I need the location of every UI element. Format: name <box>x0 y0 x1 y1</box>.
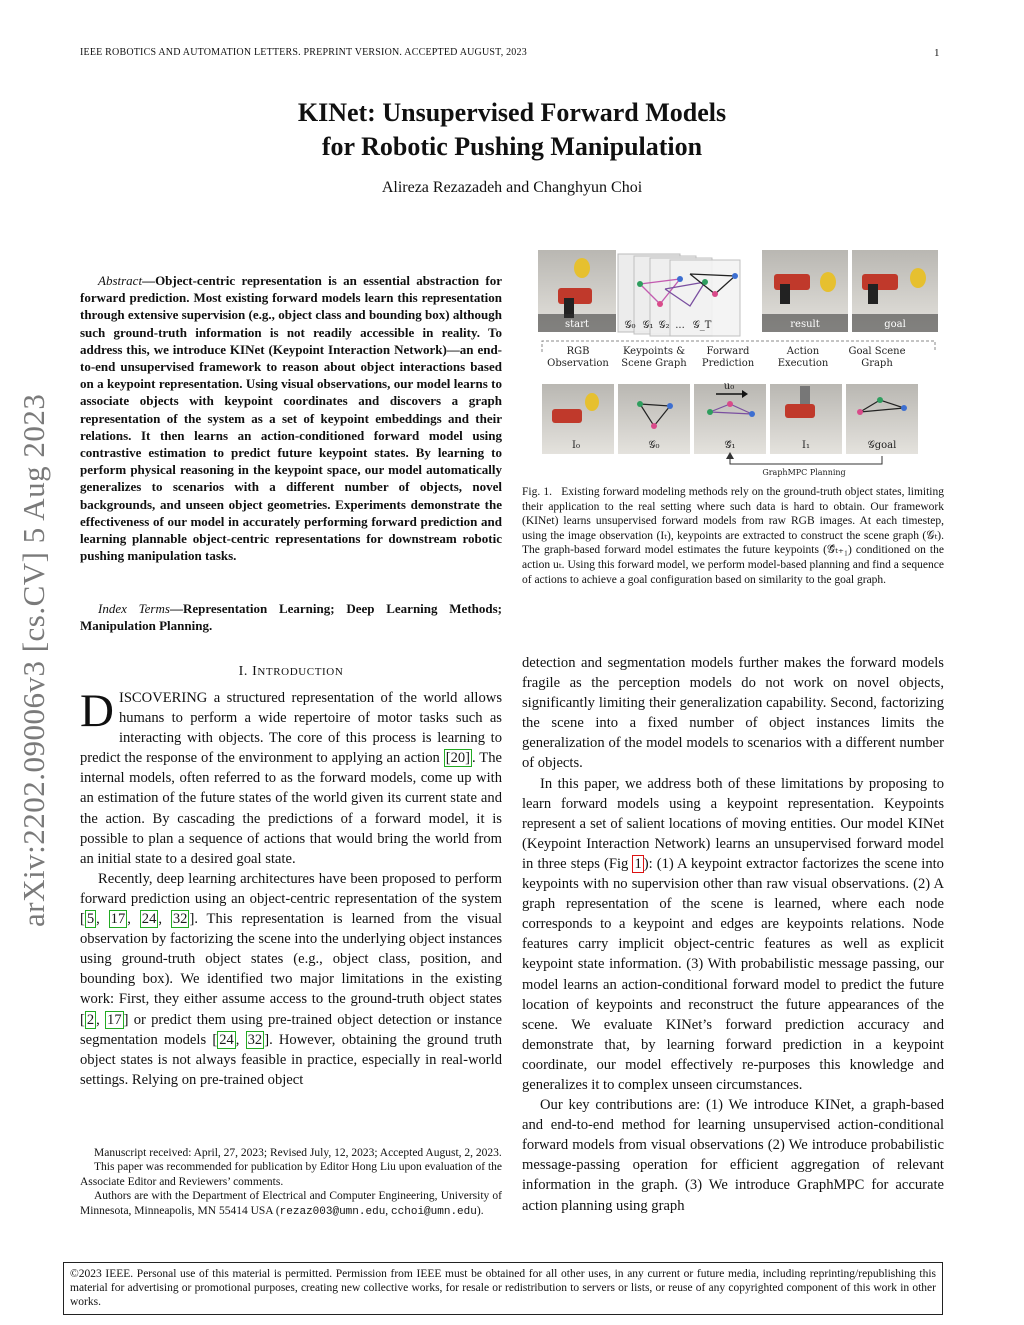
email-link-1[interactable]: rezaz003@umn.edu <box>279 1205 386 1218</box>
index-terms-text: —Representation Learning; Deep Learning Methods; Manipulation Planning. <box>80 601 503 634</box>
intro-paragraph-1 <box>80 685 502 869</box>
abstract-label: Abstract <box>98 273 143 288</box>
right-p2-a: In this paper, we address both of these limitations by proposing to learn forward models using a keypoint representation. Keypoints represent a set of salient locations of moving entities. Our model KINet (Keypoint Interaction Network) learns an unsupervised forward model in three steps (Fig <box>522 775 944 872</box>
section-title-initial: I <box>252 664 258 679</box>
planning-label: GraphMPC Planning <box>762 468 846 477</box>
figure-link[interactable]: 1 <box>634 855 642 872</box>
stage-keypoints-2: Scene Graph <box>621 358 687 369</box>
arxiv-stamp: arXiv:2202.09006v3 [cs.CV] 5 Aug 2023 <box>16 393 51 927</box>
citation-link[interactable]: 2 <box>86 1011 95 1028</box>
graph-seq-T: 𝒢_T <box>692 320 712 331</box>
stage-goal-1: Goal Scene <box>848 346 906 357</box>
caption-label: Fig. 1. <box>522 486 552 498</box>
section-heading <box>80 664 502 680</box>
stage-action-1: Action <box>786 346 820 357</box>
running-head: IEEE ROBOTICS AND AUTOMATION LETTERS. PREPRINT VERSION. ACCEPTED AUGUST, 2023 <box>80 47 527 58</box>
bottom-label-I1: I₁ <box>802 440 810 451</box>
title-line-1: KINet: Unsupervised Forward Models <box>297 98 727 127</box>
intro-p2-c: ] or predict them using pre-trained object detection or instance segmentation models [ <box>80 1011 502 1048</box>
right-p2-b: ): (1) A keypoint extractor factorizes the scene into keypoints with no supervision other than raw visual observations. (2) A graph representation of the scene is learned, where each node corresponds to a keypoint and edges are keypoints relations. Node features carry implicit object-centric features as well as explicit keypoint state information. (3) With probabilistic message passing, our model learns an action-conditional forward model to predict the future location of keypoints and reconstruct the future appearances of the scene. We evaluate KINet’s forward prediction accuracy and demonstrate that, by learning forward prediction in a keypoint coordinate, our model effectively re-purposes this knowledge and generalizes it to complex unseen circumstances. <box>522 855 944 1093</box>
footnote-affiliation: Authors are with the Department of Electrical and Computer Engineering, University of Minnesota, Minneapolis, MN 55414 USA (rezaz003@umn.edu, cchoi@umn.edu). <box>80 1190 502 1218</box>
intro-p2-d: ]. However, obtaining the ground truth object states is not always feasible in practice, especially in real-world settings. Relying on pre-trained object <box>80 1031 502 1088</box>
stage-rgb-1: RGB <box>566 346 590 357</box>
intro-p1-a: a structured representation of the world allows humans to perform a wide repertoire of motor tasks such as interacting with objects. The core of this process is learning to predict the response of the environment to applying an action <box>80 690 502 767</box>
bottom-label-I0: I₀ <box>572 440 580 451</box>
email-link-2[interactable]: cchoi@umn.edu <box>391 1205 477 1218</box>
copyright-notice: ©2023 IEEE. Personal use of this material is permitted. Permission from IEEE must be obtained for all other uses, in any current or future media, including reprinting/republishing this material for advertising or promotional purposes, creating new collective works, for resale or redistribution to servers or lists, or reuse of any copyrighted component of this work in other works. <box>63 1262 943 1315</box>
stage-rgb-2: Observation <box>547 358 609 369</box>
caption-text: Existing forward modeling methods rely on the ground-truth object states, limiting their application to the real setting where such data is hard to obtain. Our framework (KINet) learns unsupervised forward models from raw RGB images. At each timestep, using the image observation (Iₜ), keypoints are extracted to construct the scene graph (𝒢ₜ). The graph-based forward model estimates the future keypoints (𝒢̂ₜ₊₁) conditioned on the action uₜ. Using this forward model, we perform model-based planning and find a sequence of actions to achieve a goal configuration based on similarity to the goal graph. <box>522 486 944 586</box>
stage-action-2: Execution <box>777 358 829 369</box>
stage-forward-1: Forward <box>706 346 750 357</box>
stage-forward-2: Prediction <box>701 358 755 369</box>
section-number: I. <box>238 664 248 679</box>
citation-link[interactable]: 32 <box>247 1031 263 1048</box>
footnote-editor: This paper was recommended for publication by Editor Hong Liu upon evaluation of the Associate Editor and Reviewers’ comments. <box>80 1161 502 1188</box>
citation-link[interactable]: 24 <box>219 1031 234 1048</box>
right-paragraph-1: detection and segmentation models further makes the forward models fragile as the perception models do not work on novel objects, significantly limiting their generalization capability. Second, factorizing the scene into a fixed number of object instances limits the generalization of the model models to scenarios with a different number of objects. <box>522 655 944 772</box>
citation-link[interactable]: 17 <box>107 1011 122 1028</box>
citation-link[interactable]: [20] <box>445 750 471 767</box>
intro-column <box>80 685 502 1090</box>
graph-seq-0: 𝒢₀ <box>624 320 636 331</box>
page-number: 1 <box>934 47 940 59</box>
figure-1-graphic <box>530 244 946 480</box>
graph-seq-1: 𝒢₁ <box>642 320 654 331</box>
affiliation-text: Authors are with the Department of Electrical and Computer Engineering, University of Minnesota, Minneapolis, MN 55414 USA <box>80 1190 502 1217</box>
footnotes <box>80 1146 502 1219</box>
stage-keypoints-1: Keypoints & <box>622 346 686 357</box>
figure-1 <box>530 244 946 480</box>
citation-link[interactable]: 32 <box>172 911 188 928</box>
citation-link[interactable]: 24 <box>141 911 157 928</box>
intro-lead: ISCOVERING <box>118 690 208 706</box>
citation-link[interactable]: 17 <box>110 911 126 928</box>
right-paragraph-2 <box>522 774 944 1096</box>
footnote-received: Manuscript received: April, 27, 2023; Revised July, 12, 2023; Accepted August, 2, 2023. <box>94 1147 502 1159</box>
right-paragraph-3: Our key contributions are: (1) We introduce KINet, a graph-based and end-to-end method for learning unsupervised action-conditional forward models from visual observations (2) We introduce probabilistic message-passing operation for efficient aggregation of relevant information in the graph. (3) We introduce GraphMPC for accurate action planning using graph <box>522 1097 944 1214</box>
stage-goal-2: Graph <box>861 358 893 369</box>
drop-cap: D <box>80 685 114 737</box>
section-title-rest: NTRODUCTION <box>257 666 344 678</box>
abstract-text: —Object-centric representation is an essential abstraction for forward prediction. Most existing forward models learn this representation through extensive supervision (e.g., object class and bounding box) although such ground-truth information is not readily accessible in reality. To address this, we introduce KINet (Keypoint Interaction Network)—an end-to-end unsupervised framework to reason about object interactions based on a keypoint representation. Using visual observations, our model learns to associate objects with keypoint coordinates and discovers a graph representation of the system as a set of keypoint embeddings and their relations. It then learns an action-conditioned forward model using contrastive estimation to predict future keypoint states. By learning to perform physical reasoning in the keypoint space, our model automatically generalizes to scenarios with a different number of objects, novel backgrounds, and unseen object geometries. Experiments demonstrate the effectiveness of our model in accurately performing forward prediction and learning plannable object-centric representations for downstream robotic pushing manipulation tasks. <box>80 273 502 564</box>
citation-link[interactable]: 5 <box>86 911 95 928</box>
authors: Alireza Rezazadeh and Changhyun Choi <box>381 179 643 196</box>
bottom-label-G1hat: 𝒢̂₁ <box>724 440 736 451</box>
intro-p1-b: . The internal models, often referred to as the forward models, come up with an estimation of the future states of the world given its current state and the action. By cascading the predictions of a forward model, it is possible to plan a sequence of actions that would bring the world from an initial state to a desired goal state. <box>80 750 502 867</box>
intro-p2-b: ]. This representation is learned from the visual observation by factorizing the scene into the underlying object instances using ground-truth object states (e.g., object class, position, and bounding box). We identified two major limitations in the existing work: First, they either assume access to the ground-truth object states [ <box>80 911 502 1028</box>
abstract <box>80 272 502 564</box>
figure-caption <box>522 485 944 587</box>
label-start: start <box>565 319 589 330</box>
bottom-label-Ggoal: 𝒢goal <box>867 440 897 451</box>
label-goal: goal <box>884 319 906 330</box>
action-label: u₀ <box>723 381 735 392</box>
bottom-label-G0: 𝒢₀ <box>648 440 660 451</box>
index-terms <box>80 600 502 634</box>
paper-title <box>0 96 1024 164</box>
graph-seq-dots: ... <box>675 320 685 331</box>
intro-paragraph-2: Recently, deep learning architectures have been proposed to perform forward prediction using an object-centric representation of the system [ 5 , 17 , 24 , 32 ]. This representation is learned from the visual observation by factorizing the scene into the underlying object instances using ground-truth object states (e.g., object class, position, and bounding box). We identified two major limitations in the existing work: First, they either assume access to the ground-truth object states [ 2 , 17 ] or predict them using pre-trained object detection or instance segmentation models [ 24 , 32 ]. However, obtaining the ground truth object states is not always feasible in practice, especially in real-world settings. Relying on pre-trained object <box>80 870 502 1088</box>
intro-p2-a: Recently, deep learning architectures have been proposed to perform forward prediction using an object-centric representation of the system [ <box>80 870 502 928</box>
index-terms-label: Index Terms <box>98 601 170 616</box>
graph-seq-2: 𝒢₂ <box>658 320 670 331</box>
right-column <box>522 653 944 1216</box>
title-line-2: for Robotic Pushing Manipulation <box>321 132 703 161</box>
label-result: result <box>790 319 820 330</box>
